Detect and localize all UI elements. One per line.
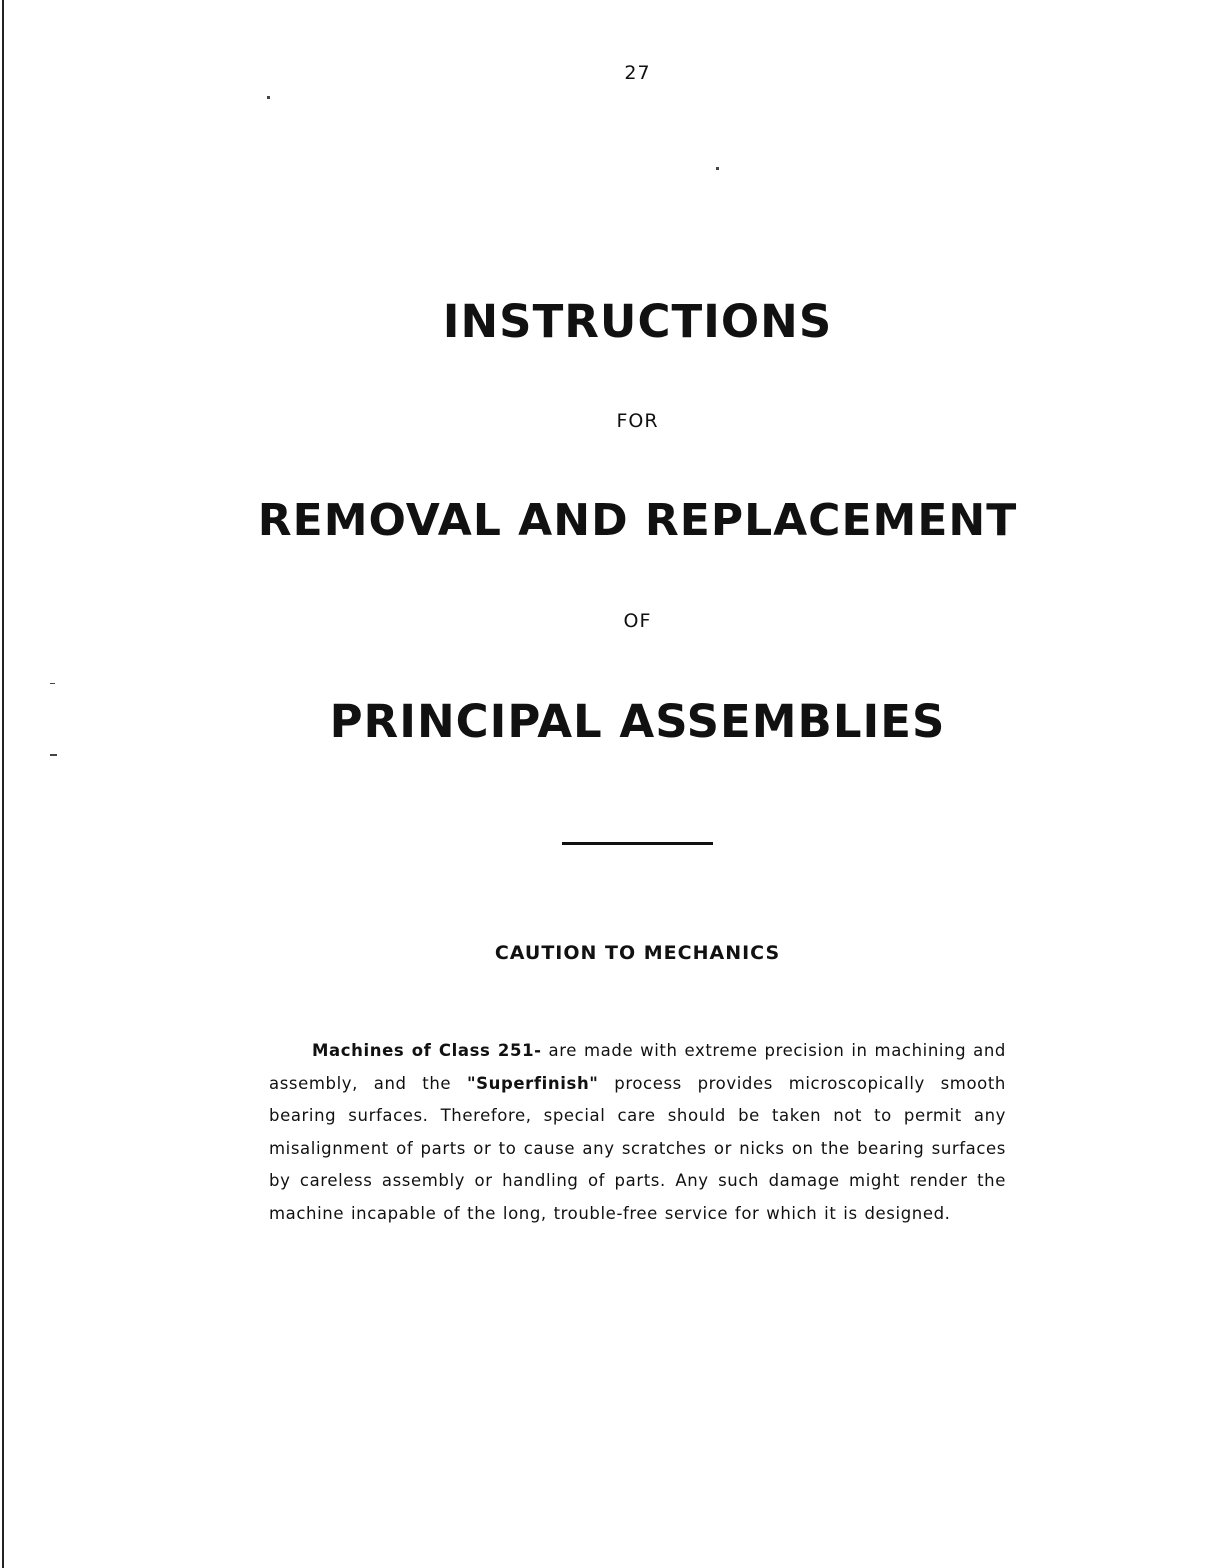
title-removal-and-replacement: REMOVAL AND REPLACEMENT xyxy=(257,495,1018,546)
title-of: OF xyxy=(623,610,652,632)
title-for: FOR xyxy=(616,410,659,432)
section-divider-rule xyxy=(562,842,713,845)
scan-speck xyxy=(267,96,270,99)
scan-speck xyxy=(50,683,55,684)
caution-heading: CAUTION TO MECHANICS xyxy=(494,942,781,964)
title-instructions: INSTRUCTIONS xyxy=(442,295,833,348)
page-number: 27 xyxy=(624,62,651,84)
scan-page-edge xyxy=(2,0,4,1568)
caution-paragraph xyxy=(269,1035,1006,1230)
caution-text-2: process provides microscopically smooth bearing surfaces. Therefore, special care should be taken not to permit any misalignment of parts or to cause any scratches or nicks on the bearing surfaces by careless assembly or handling of parts. Any such damage might render the machine incapable of the long, trouble-free service for which it is designed. xyxy=(269,1073,1006,1223)
caution-text-1: are made with extreme precision in machining and assembly, and the xyxy=(269,1041,1006,1093)
scan-speck xyxy=(50,754,57,756)
caution-bold-lead: Machines of Class 251- xyxy=(312,1041,542,1060)
caution-bold-term: "Superfinish" xyxy=(466,1073,599,1093)
title-principal-assemblies: PRINCIPAL ASSEMBLIES xyxy=(329,695,946,748)
scan-speck xyxy=(716,167,719,170)
